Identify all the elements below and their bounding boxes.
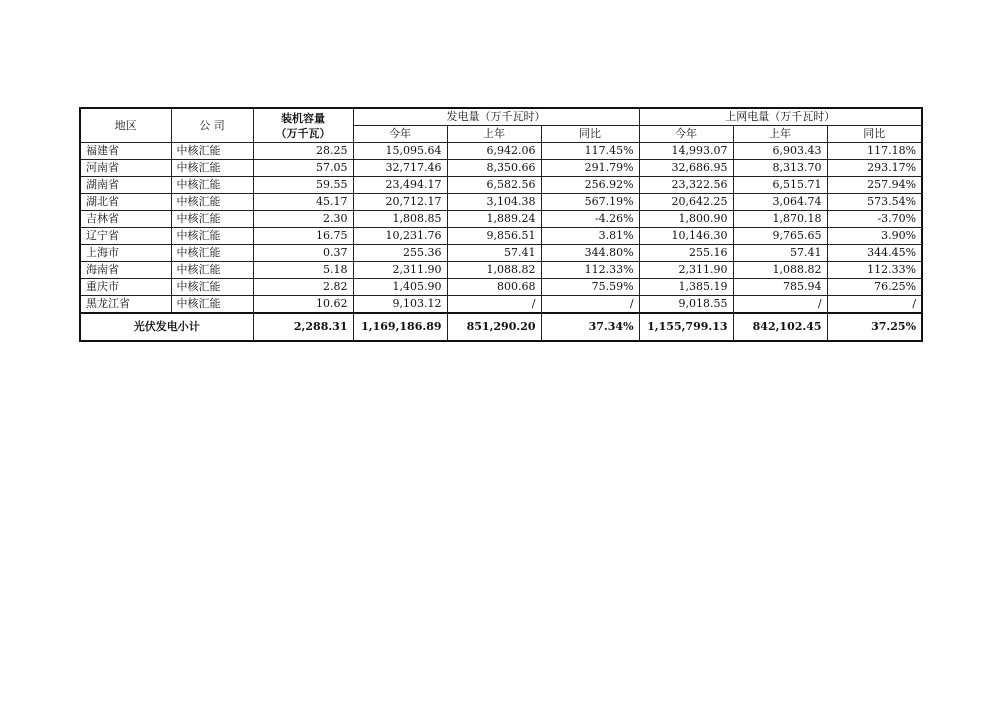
total-row (80, 313, 922, 341)
cell-grid-yoy: 344.45% (827, 245, 922, 262)
table-row (80, 262, 922, 279)
cell-grid-this-year: 1,385.19 (639, 279, 733, 296)
table-row (80, 160, 922, 177)
cell-grid-last-year: 785.94 (733, 279, 827, 296)
header-grid-last-year: 上年 (733, 126, 827, 143)
cell-gen-this-year: 15,095.64 (353, 143, 447, 160)
cell-gen-last-year: 800.68 (447, 279, 541, 296)
cell-gen-last-year: 6,942.06 (447, 143, 541, 160)
cell-company: 中核汇能 (171, 245, 253, 262)
cell-region: 湖北省 (80, 194, 171, 211)
table-row (80, 279, 922, 296)
cell-company: 中核汇能 (171, 194, 253, 211)
cell-capacity: 59.55 (253, 177, 353, 194)
header-capacity-line2: （万千瓦） (275, 126, 331, 140)
cell-capacity: 28.25 (253, 143, 353, 160)
cell-gen-this-year: 9,103.12 (353, 296, 447, 314)
cell-company: 中核汇能 (171, 143, 253, 160)
cell-grid-this-year: 14,993.07 (639, 143, 733, 160)
cell-capacity: 2.30 (253, 211, 353, 228)
cell-company: 中核汇能 (171, 296, 253, 314)
cell-grid-last-year: 6,515.71 (733, 177, 827, 194)
header-gen-last-year: 上年 (447, 126, 541, 143)
cell-capacity: 57.05 (253, 160, 353, 177)
cell-region: 吉林省 (80, 211, 171, 228)
cell-capacity: 16.75 (253, 228, 353, 245)
cell-grid-this-year: 32,686.95 (639, 160, 733, 177)
cell-grid-yoy: / (827, 296, 922, 314)
cell-gen-yoy: 112.33% (541, 262, 639, 279)
cell-company: 中核汇能 (171, 160, 253, 177)
total-label: 光伏发电小计 (80, 313, 253, 341)
cell-grid-this-year: 9,018.55 (639, 296, 733, 314)
cell-grid-yoy: -3.70% (827, 211, 922, 228)
header-grid-yoy: 同比 (827, 126, 922, 143)
cell-grid-yoy: 117.18% (827, 143, 922, 160)
cell-gen-this-year: 32,717.46 (353, 160, 447, 177)
header-grid: 上网电量（万千瓦时） (639, 108, 922, 126)
power-generation-table (79, 107, 923, 342)
table-body (80, 143, 922, 314)
header-region: 地区 (80, 108, 171, 143)
cell-gen-yoy: 117.45% (541, 143, 639, 160)
total-gen-yoy: 37.34% (541, 313, 639, 341)
cell-capacity: 5.18 (253, 262, 353, 279)
cell-gen-yoy: 567.19% (541, 194, 639, 211)
total-grid-yoy: 37.25% (827, 313, 922, 341)
cell-region: 重庆市 (80, 279, 171, 296)
cell-gen-this-year: 2,311.90 (353, 262, 447, 279)
cell-capacity: 45.17 (253, 194, 353, 211)
header-row-1 (80, 108, 922, 126)
header-grid-this-year: 今年 (639, 126, 733, 143)
table-row (80, 177, 922, 194)
table-footer (80, 313, 922, 341)
cell-grid-last-year: 1,870.18 (733, 211, 827, 228)
cell-grid-this-year: 2,311.90 (639, 262, 733, 279)
cell-region: 黑龙江省 (80, 296, 171, 314)
header-capacity-line1: 装机容量 (281, 111, 325, 125)
cell-gen-last-year: 57.41 (447, 245, 541, 262)
cell-region: 湖南省 (80, 177, 171, 194)
cell-grid-last-year: 9,765.65 (733, 228, 827, 245)
cell-capacity: 2.82 (253, 279, 353, 296)
table-row (80, 143, 922, 160)
cell-gen-this-year: 10,231.76 (353, 228, 447, 245)
cell-grid-last-year: / (733, 296, 827, 314)
table-row (80, 211, 922, 228)
cell-company: 中核汇能 (171, 177, 253, 194)
cell-gen-yoy: 256.92% (541, 177, 639, 194)
cell-gen-last-year: 6,582.56 (447, 177, 541, 194)
cell-grid-yoy: 3.90% (827, 228, 922, 245)
cell-grid-last-year: 57.41 (733, 245, 827, 262)
cell-region: 辽宁省 (80, 228, 171, 245)
total-gen-last-year: 851,290.20 (447, 313, 541, 341)
header-company: 公 司 (171, 108, 253, 143)
cell-capacity: 10.62 (253, 296, 353, 314)
table-header (80, 108, 922, 143)
cell-gen-this-year: 20,712.17 (353, 194, 447, 211)
header-generation: 发电量（万千瓦时） (353, 108, 639, 126)
cell-region: 河南省 (80, 160, 171, 177)
cell-gen-yoy: 344.80% (541, 245, 639, 262)
cell-gen-this-year: 1,808.85 (353, 211, 447, 228)
cell-grid-yoy: 573.54% (827, 194, 922, 211)
cell-grid-yoy: 257.94% (827, 177, 922, 194)
cell-gen-last-year: / (447, 296, 541, 314)
cell-gen-this-year: 1,405.90 (353, 279, 447, 296)
cell-gen-yoy: 75.59% (541, 279, 639, 296)
cell-grid-yoy: 76.25% (827, 279, 922, 296)
total-gen-this-year: 1,169,186.89 (353, 313, 447, 341)
cell-grid-last-year: 3,064.74 (733, 194, 827, 211)
cell-gen-yoy: 291.79% (541, 160, 639, 177)
cell-grid-last-year: 6,903.43 (733, 143, 827, 160)
cell-company: 中核汇能 (171, 211, 253, 228)
cell-gen-yoy: 3.81% (541, 228, 639, 245)
cell-region: 海南省 (80, 262, 171, 279)
cell-gen-last-year: 8,350.66 (447, 160, 541, 177)
cell-company: 中核汇能 (171, 262, 253, 279)
cell-grid-this-year: 1,800.90 (639, 211, 733, 228)
total-grid-last-year: 842,102.45 (733, 313, 827, 341)
table-row (80, 194, 922, 211)
cell-grid-yoy: 293.17% (827, 160, 922, 177)
table-row (80, 296, 922, 314)
cell-company: 中核汇能 (171, 279, 253, 296)
cell-grid-this-year: 255.16 (639, 245, 733, 262)
table-row (80, 245, 922, 262)
cell-grid-this-year: 23,322.56 (639, 177, 733, 194)
cell-grid-this-year: 20,642.25 (639, 194, 733, 211)
cell-gen-this-year: 255.36 (353, 245, 447, 262)
header-gen-yoy: 同比 (541, 126, 639, 143)
cell-grid-last-year: 1,088.82 (733, 262, 827, 279)
cell-region: 福建省 (80, 143, 171, 160)
total-capacity: 2,288.31 (253, 313, 353, 341)
cell-gen-yoy: -4.26% (541, 211, 639, 228)
cell-gen-this-year: 23,494.17 (353, 177, 447, 194)
cell-gen-last-year: 1,889.24 (447, 211, 541, 228)
header-capacity (253, 108, 353, 143)
cell-grid-yoy: 112.33% (827, 262, 922, 279)
cell-grid-last-year: 8,313.70 (733, 160, 827, 177)
cell-company: 中核汇能 (171, 228, 253, 245)
cell-gen-last-year: 3,104.38 (447, 194, 541, 211)
cell-gen-last-year: 1,088.82 (447, 262, 541, 279)
cell-gen-last-year: 9,856.51 (447, 228, 541, 245)
cell-region: 上海市 (80, 245, 171, 262)
cell-capacity: 0.37 (253, 245, 353, 262)
cell-gen-yoy: / (541, 296, 639, 314)
table-row (80, 228, 922, 245)
header-gen-this-year: 今年 (353, 126, 447, 143)
cell-grid-this-year: 10,146.30 (639, 228, 733, 245)
total-grid-this-year: 1,155,799.13 (639, 313, 733, 341)
